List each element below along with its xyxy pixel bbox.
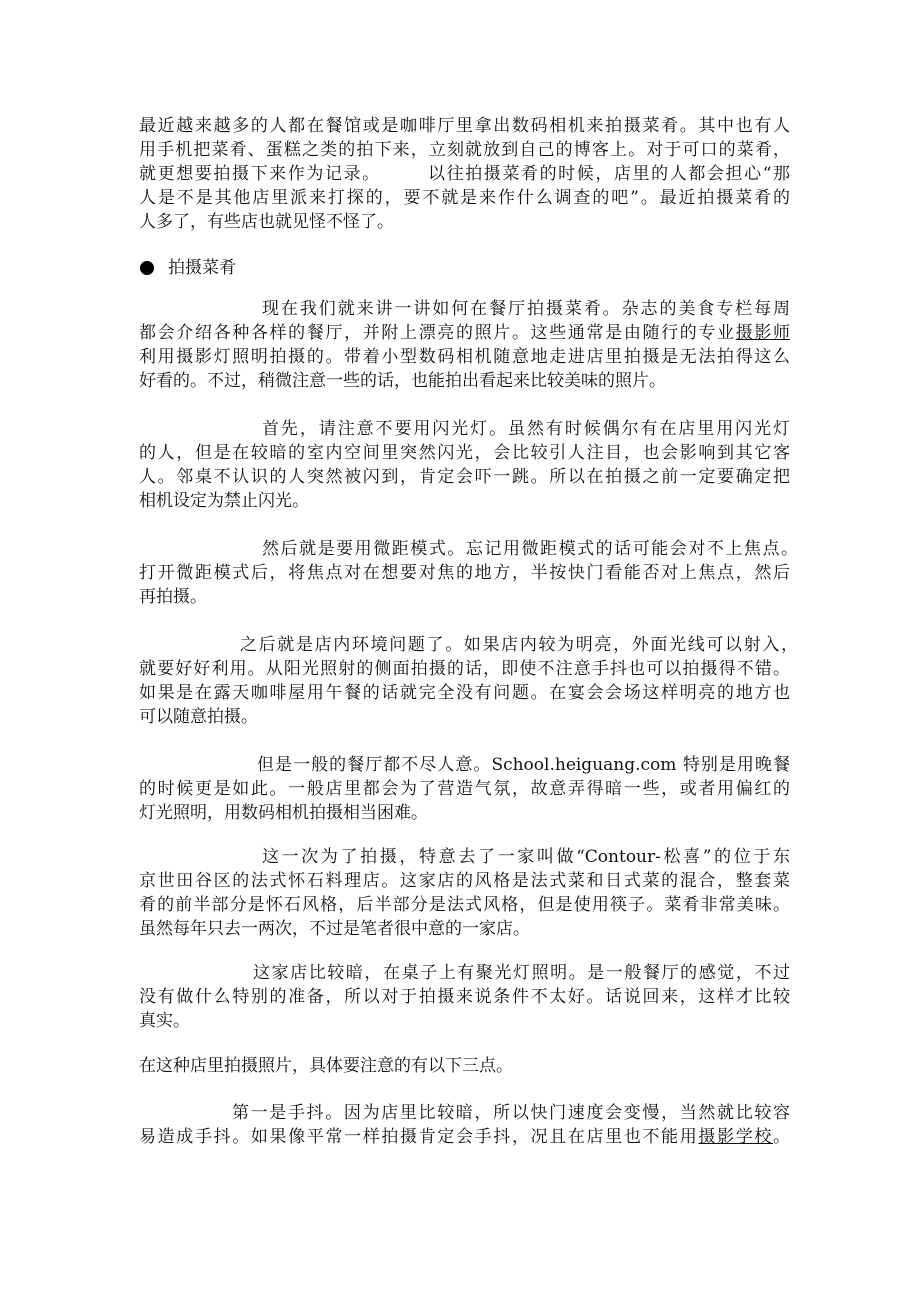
paragraph-line: 的人，但是在较暗的室内空间里突然闪光，会比较引人注目，也会影响到其它客 [139, 443, 790, 463]
paragraph-line: 灯光照明，用数码相机拍摄相当困难。 [139, 803, 428, 823]
photographer-link[interactable]: 摄影师 [735, 323, 791, 343]
bullet-icon [140, 261, 154, 275]
paragraph-line: 但是一般的餐厅都不尽人意。School.heiguang.com 特别是用晚餐 [257, 755, 790, 775]
paragraph-line: 京世田谷区的法式怀石料理店。这家店的风格是法式菜和日式菜的混合，整套菜 [139, 871, 790, 891]
paragraph-line [139, 1125, 790, 1149]
paragraph-line: 的时候更是如此。一般店里都会为了营造气氛，故意弄得暗一些，或者用偏红的 [139, 779, 790, 799]
paragraph-line: 好看的。不过，稍微注意一些的话，也能拍出看起来比较美味的照片。 [139, 371, 666, 391]
paragraph-line: 之后就是店内环境问题了。如果店内较为明亮，外面光线可以射入， [240, 635, 798, 655]
paragraph-line: 可以随意拍摄。 [139, 707, 258, 727]
paragraph-line: 现在我们就来讲一讲如何在餐厅拍摄菜肴。杂志的美食专栏每周 [262, 299, 790, 319]
paragraph-line: 人。邻桌不认识的人突然被闪到，肯定会吓一跳。所以在拍摄之前一定要确定把 [139, 467, 790, 487]
intro-line: 就更想要拍摄下来作为记录。 以往拍摄菜肴的时候，店里的人都会担心“那 [139, 164, 790, 184]
paragraph-line: 打开微距模式后，将焦点对在想要对焦的地方，半按快门看能否对上焦点，然后 [139, 563, 790, 583]
paragraph-line: 没有做什么特别的准备，所以对于拍摄来说条件不太好。话说回来，这样才比较 [139, 987, 790, 1007]
photo-school-link[interactable]: 摄影学校 [698, 1127, 774, 1147]
paragraph-line: 真实。 [139, 1011, 190, 1031]
intro-line: 最近越来越多的人都在餐馆或是咖啡厅里拿出数码相机来拍摄菜肴。其中也有人 [139, 116, 790, 136]
text: 都会介绍各种各样的餐厅，并附上漂亮的照片。这些通常是由随行的专业 [139, 323, 736, 343]
intro-line: 用手机把菜肴、蛋糕之类的拍下来，立刻就放到自己的博客上。对于可口的菜肴， [139, 140, 790, 160]
paragraph-line: 如果是在露天咖啡屋用午餐的话就完全没有问题。在宴会会场这样明亮的地方也 [139, 683, 790, 703]
paragraph-line: 然后就是要用微距模式。忘记用微距模式的话可能会对不上焦点。 [262, 539, 798, 559]
paragraph-line: 就要好好利用。从阳光照射的侧面拍摄的话，即使不注意手抖也可以拍摄得不错。 [139, 659, 790, 679]
paragraph-line: 虽然每年只去一两次，不过是笔者很中意的一家店。 [139, 919, 530, 939]
paragraph-line: 再拍摄。 [139, 587, 207, 607]
paragraph-line: 在这种店里拍摄照片，具体要注意的有以下三点。 [139, 1056, 513, 1076]
paragraph-line: 相机设定为禁止闪光。 [139, 491, 309, 511]
paragraph-line: 这一次为了拍摄，特意去了一家叫做“Contour-松喜”的位于东 [262, 847, 790, 867]
text: 易造成手抖。如果像平常一样拍摄肯定会手抖，况且在店里也不能用 [139, 1127, 699, 1147]
paragraph-line: 第一是手抖。因为店里比较暗，所以快门速度会变慢，当然就比较容 [232, 1103, 790, 1123]
paragraph-line: 首先，请注意不要用闪光灯。虽然有时候偶尔有在店里用闪光灯 [262, 419, 790, 439]
paragraph-line [139, 321, 790, 345]
paragraph-line: 肴的前半部分是怀石风格，后半部分是法式风格，但是使用筷子。菜肴非常美味。 [139, 895, 790, 915]
intro-line: 人是不是其他店里派来打探的，要不就是来作什么调查的吧”。最近拍摄菜肴的 [139, 188, 790, 208]
section-heading: 拍摄菜肴 [168, 258, 236, 278]
paragraph-line: 利用摄影灯照明拍摄的。带着小型数码相机随意地走进店里拍摄是无法拍得这么 [139, 347, 790, 367]
paragraph-line: 这家店比较暗，在桌子上有聚光灯照明。是一般餐厅的感觉，不过 [253, 963, 790, 983]
intro-line: 人多了，有些店也就见怪不怪了。 [139, 212, 394, 232]
text: 。 [773, 1127, 791, 1147]
